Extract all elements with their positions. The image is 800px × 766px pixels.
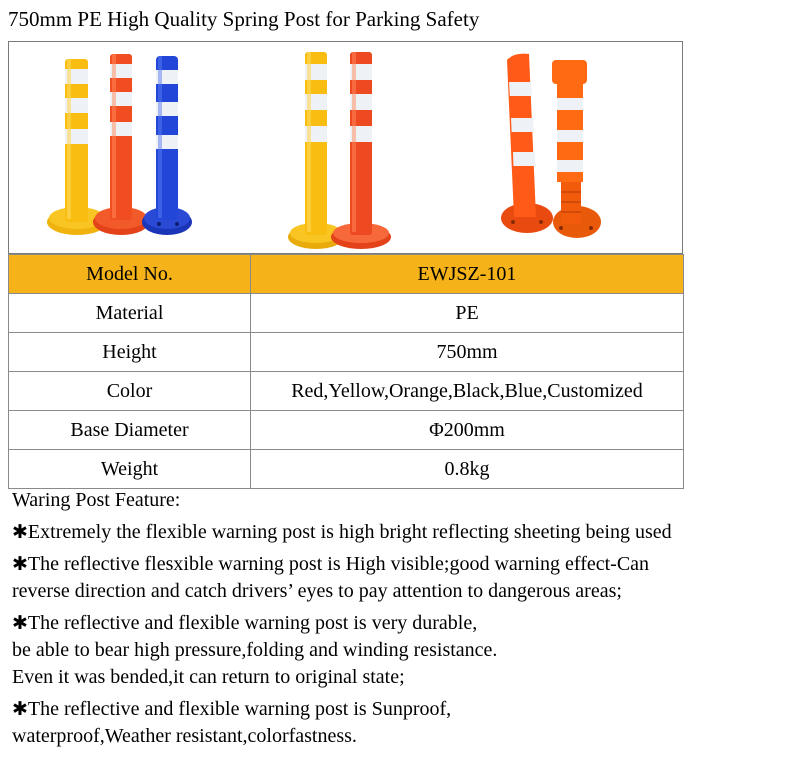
table-header-row	[9, 255, 684, 294]
weight-value: 0.8kg	[251, 450, 684, 489]
feature-line: Extremely the flexible warning post is high bright reflecting sheeting being used	[27, 521, 672, 543]
specification-table	[8, 254, 684, 489]
yellow-post-image	[288, 52, 344, 249]
table-row	[9, 411, 684, 450]
base-diameter-value: Φ200mm	[251, 411, 684, 450]
base-diameter-label: Base Diameter	[9, 411, 251, 450]
orange-flexible-posts-photo	[501, 54, 601, 238]
feature-line: waterproof,Weather resistant,colorfastness.	[12, 725, 357, 747]
asterisk-bullet-icon: ✱	[12, 612, 28, 634]
height-value: 750mm	[251, 333, 684, 372]
feature-line: The reflective and flexible warning post is Sunproof,	[27, 698, 452, 720]
feature-section	[12, 487, 800, 750]
asterisk-bullet-icon: ✱	[12, 521, 28, 543]
asterisk-bullet-icon: ✱	[12, 698, 28, 720]
yellow-post-image	[47, 59, 107, 235]
feature-item	[12, 610, 800, 637]
orange-post-image	[552, 60, 601, 238]
page-title: 750mm PE High Quality Spring Post for Parking Safety	[8, 7, 480, 31]
feature-item	[12, 696, 800, 723]
height-label: Height	[9, 333, 251, 372]
feature-line: reverse direction and catch drivers’ eyes to pay attention to dangerous areas;	[12, 580, 622, 602]
feature-item	[12, 551, 800, 578]
material-value: PE	[251, 294, 684, 333]
model-no-label: Model No.	[9, 255, 251, 294]
two-posts-photo	[288, 52, 391, 249]
table-row	[9, 450, 684, 489]
red-post-image	[93, 54, 149, 235]
three-posts-photo	[47, 54, 192, 235]
table-row	[9, 294, 684, 333]
asterisk-bullet-icon: ✱	[12, 553, 28, 575]
product-photo-panel	[8, 41, 683, 254]
weight-label: Weight	[9, 450, 251, 489]
table-row	[9, 333, 684, 372]
table-row	[9, 372, 684, 411]
feature-line: The reflective flesxible warning post is High visible;good warning effect-Can	[27, 553, 650, 575]
blue-post-image	[142, 56, 192, 235]
feature-heading: Waring Post Feature:	[12, 489, 181, 511]
model-no-value: EWJSZ-101	[251, 255, 684, 294]
feature-line: Even it was bended,it can return to original state;	[12, 666, 405, 688]
color-label: Color	[9, 372, 251, 411]
material-label: Material	[9, 294, 251, 333]
red-post-image	[331, 52, 391, 249]
feature-line: The reflective and flexible warning post is very durable,	[27, 612, 478, 634]
feature-line: be able to bear high pressure,folding and winding resistance.	[12, 639, 498, 661]
feature-item	[12, 519, 800, 546]
orange-post-image	[501, 54, 553, 233]
color-value: Red,Yellow,Orange,Black,Blue,Customized	[251, 372, 684, 411]
